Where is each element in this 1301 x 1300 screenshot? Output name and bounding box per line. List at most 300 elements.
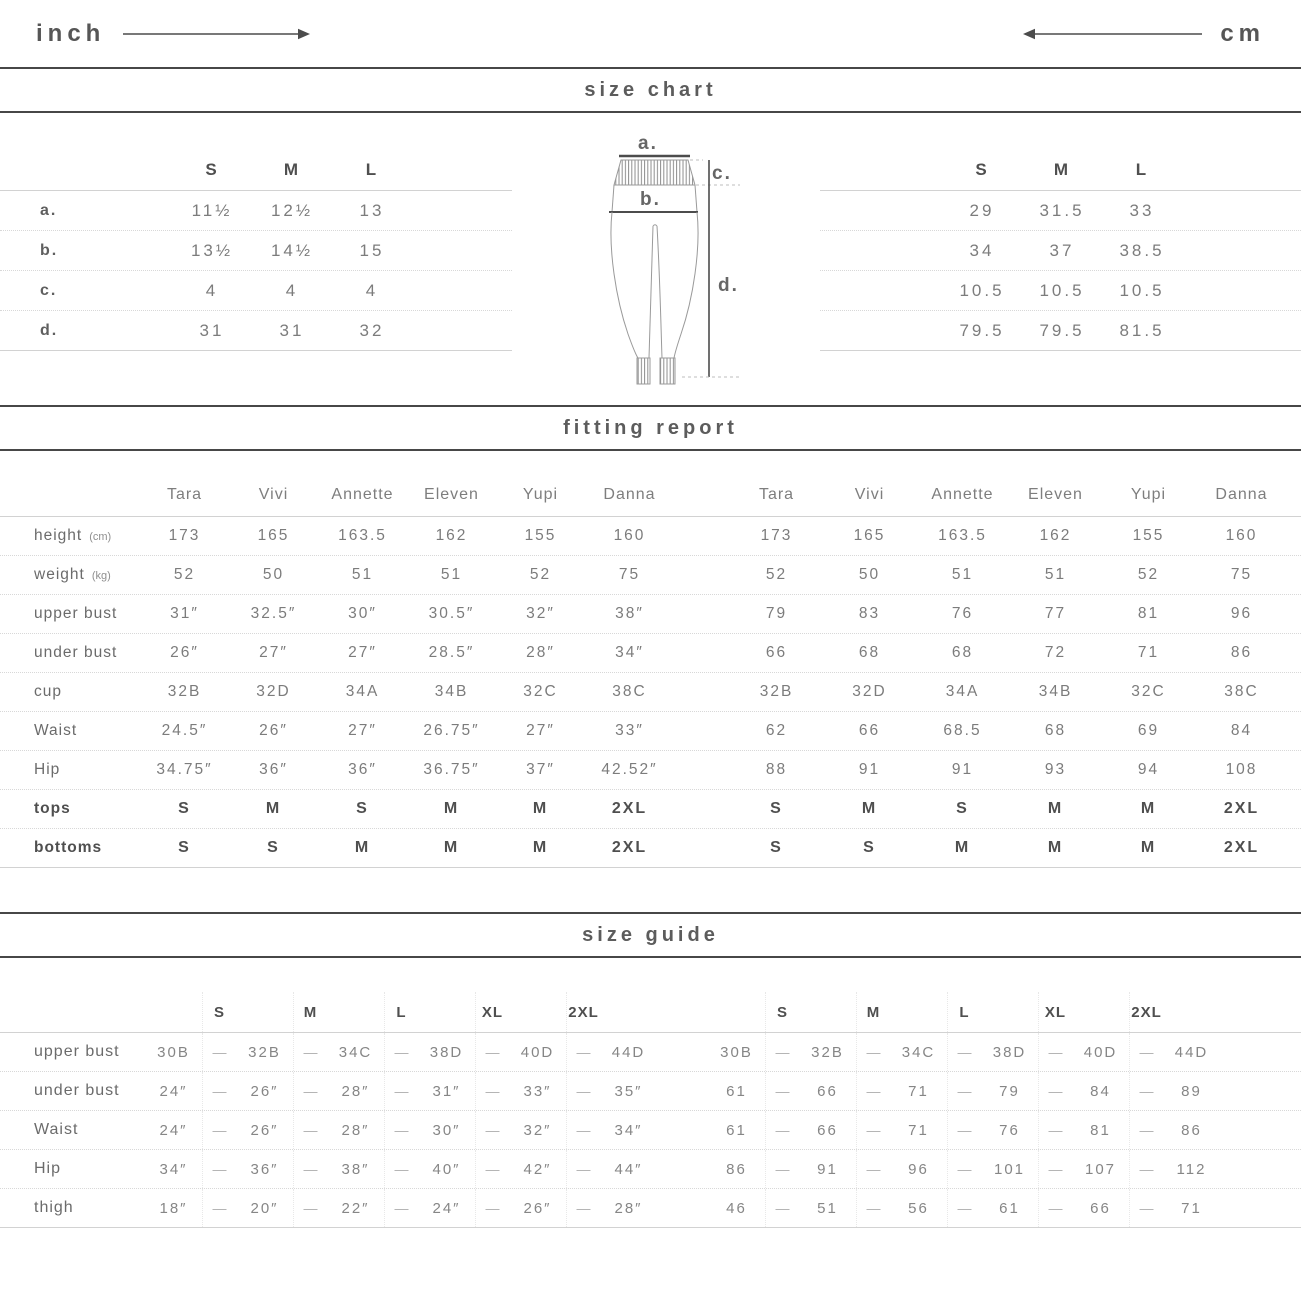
size-guide-value: 32B xyxy=(248,1043,281,1061)
range-dash: — xyxy=(1129,1111,1163,1149)
fitting-value-cm: 2XL xyxy=(1223,800,1260,817)
size-guide-row xyxy=(0,1189,1301,1228)
measure-value: 34 xyxy=(969,240,995,260)
size-guide-value: 71 xyxy=(1181,1199,1202,1217)
fitting-row-label: weight (kg) xyxy=(34,566,111,583)
measure-value: 37 xyxy=(1049,240,1075,260)
fitting-value-inch: 33″ xyxy=(615,722,644,739)
fitting-value-cm: 155 xyxy=(1132,527,1165,544)
fitting-value-cm: 93 xyxy=(1044,761,1067,778)
size-guide-row-label: Hip xyxy=(34,1160,62,1177)
fitting-value-inch: 173 xyxy=(168,527,201,544)
size-guide-row-label: under bust xyxy=(34,1082,120,1099)
fitting-value-inch: 42.52″ xyxy=(601,761,658,778)
fitting-report-title-band xyxy=(0,405,1301,451)
fitting-row xyxy=(0,595,1301,634)
measure-value: 15 xyxy=(359,240,385,260)
range-dash: — xyxy=(202,1072,236,1110)
fitting-row-label: height (cm) xyxy=(34,527,112,544)
size-guide-value: 18″ xyxy=(159,1199,188,1217)
size-guide-title-band xyxy=(0,912,1301,958)
size-chart-row xyxy=(820,271,1301,311)
fitting-value-inch: M xyxy=(443,800,460,817)
size-guide-value: 61 xyxy=(726,1121,747,1139)
size-guide-value: 28″ xyxy=(341,1082,370,1100)
inch-unit-group xyxy=(36,20,311,48)
size-guide-value: 107 xyxy=(1084,1160,1117,1178)
model-name: Danna xyxy=(603,485,656,503)
fitting-row-label: cup xyxy=(34,683,62,700)
measure-value: 10.5 xyxy=(1039,280,1085,300)
size-chart-row xyxy=(0,191,512,231)
range-dash: — xyxy=(293,1111,327,1149)
range-dash: — xyxy=(566,1150,600,1188)
fitting-value-inch: 27″ xyxy=(259,644,288,661)
fitting-value-inch: M xyxy=(354,839,371,856)
fitting-value-inch: 165 xyxy=(257,527,290,544)
fitting-value-cm: 51 xyxy=(1044,566,1067,583)
fitting-value-cm: 69 xyxy=(1137,722,1160,739)
fitting-value-inch: 2XL xyxy=(611,839,648,856)
range-dash: — xyxy=(947,1189,981,1227)
measure-value: 4 xyxy=(205,280,219,300)
range-dash: — xyxy=(765,1033,799,1071)
range-dash: — xyxy=(293,1189,327,1227)
measure-value: 13½ xyxy=(190,240,234,260)
fitting-value-inch: 31″ xyxy=(170,605,199,622)
size-guide-value: 24″ xyxy=(159,1121,188,1139)
size-guide-value: 34″ xyxy=(159,1160,188,1178)
range-dash: — xyxy=(947,1150,981,1188)
size-guide-value: 38″ xyxy=(341,1160,370,1178)
measure-value: 31.5 xyxy=(1039,200,1085,220)
fitting-row-label: under bust xyxy=(34,644,118,661)
size-guide-value: 26″ xyxy=(250,1121,279,1139)
model-name: Tara xyxy=(166,485,203,503)
range-dash: — xyxy=(947,1033,981,1071)
fitting-report-section xyxy=(0,451,1301,868)
size-column-header: M xyxy=(856,992,890,1032)
fitting-value-inch: M xyxy=(265,800,282,817)
range-dash: — xyxy=(384,1111,418,1149)
fitting-value-cm: S xyxy=(956,800,969,817)
fitting-value-inch: 26″ xyxy=(170,644,199,661)
range-dash: — xyxy=(475,1189,509,1227)
range-dash: — xyxy=(765,1189,799,1227)
size-guide-value: 32B xyxy=(811,1043,844,1061)
size-column-header: XL xyxy=(1038,992,1072,1032)
fitting-value-cm: 66 xyxy=(765,644,788,661)
fitting-row xyxy=(0,673,1301,712)
range-dash: — xyxy=(475,1111,509,1149)
fitting-value-cm: 81 xyxy=(1137,605,1160,622)
size-column-header: XL xyxy=(475,992,509,1032)
size-column-header: 2XL xyxy=(1129,992,1163,1032)
fitting-value-cm: 38C xyxy=(1224,683,1259,700)
leggings-diagram xyxy=(586,129,756,393)
range-dash: — xyxy=(1038,1033,1072,1071)
size-guide-row xyxy=(0,1072,1301,1111)
range-dash: — xyxy=(475,1033,509,1071)
fitting-row xyxy=(0,790,1301,829)
size-guide-value: 51 xyxy=(817,1199,838,1217)
size-guide-value: 32″ xyxy=(523,1121,552,1139)
size-header-row xyxy=(820,149,1301,191)
size-chart-table-inch xyxy=(0,149,512,351)
fitting-value-cm: 108 xyxy=(1225,761,1258,778)
fitting-value-cm: S xyxy=(770,800,783,817)
size-column-header: M xyxy=(293,992,327,1032)
fitting-value-inch: 52 xyxy=(173,566,196,583)
fitting-value-cm: 83 xyxy=(858,605,881,622)
size-guide-value: 40D xyxy=(1083,1043,1118,1061)
range-dash: — xyxy=(475,1150,509,1188)
measure-value: 33 xyxy=(1129,200,1155,220)
fitting-value-cm: M xyxy=(954,839,971,856)
fitting-value-inch: 51 xyxy=(440,566,463,583)
measure-value: 79.5 xyxy=(959,320,1005,340)
fitting-row xyxy=(0,829,1301,868)
range-dash: — xyxy=(856,1150,890,1188)
fitting-value-cm: 165 xyxy=(853,527,886,544)
measure-value: 14½ xyxy=(270,240,314,260)
range-dash: — xyxy=(293,1150,327,1188)
fitting-value-inch: 160 xyxy=(613,527,646,544)
model-name: Yupi xyxy=(522,485,559,503)
size-guide-value: 33″ xyxy=(523,1082,552,1100)
fitting-value-cm: S xyxy=(863,839,876,856)
range-dash: — xyxy=(202,1111,236,1149)
fitting-value-inch: 28.5″ xyxy=(428,644,475,661)
size-guide-value: 79 xyxy=(999,1082,1020,1100)
model-name: Tara xyxy=(758,485,795,503)
fitting-value-inch: 51 xyxy=(351,566,374,583)
range-dash: — xyxy=(1129,1072,1163,1110)
fitting-value-inch: 36.75″ xyxy=(423,761,480,778)
fitting-value-cm: 96 xyxy=(1230,605,1253,622)
fitting-value-cm: 68 xyxy=(1044,722,1067,739)
fitting-value-inch: 36″ xyxy=(348,761,377,778)
size-guide-row xyxy=(0,1150,1301,1189)
range-dash: — xyxy=(1038,1111,1072,1149)
fitting-value-cm: 72 xyxy=(1044,644,1067,661)
model-name: Danna xyxy=(1215,485,1268,503)
fitting-value-inch: 32.5″ xyxy=(250,605,297,622)
fitting-value-cm: 76 xyxy=(951,605,974,622)
size-guide-header-row xyxy=(0,992,1301,1033)
fitting-row xyxy=(0,712,1301,751)
size-guide-value: 96 xyxy=(908,1160,929,1178)
size-column-header: L xyxy=(947,992,981,1032)
size-chart-section xyxy=(0,113,1301,405)
size-chart-row xyxy=(0,311,512,351)
fitting-value-inch: 32″ xyxy=(526,605,555,622)
size-guide-value: 22″ xyxy=(341,1199,370,1217)
range-dash: — xyxy=(1038,1072,1072,1110)
size-column-header: L xyxy=(1135,159,1149,179)
size-column-header: S xyxy=(975,159,989,179)
size-guide-value: 40D xyxy=(520,1043,555,1061)
range-dash: — xyxy=(566,1033,600,1071)
fitting-value-inch: 24.5″ xyxy=(161,722,208,739)
range-dash: — xyxy=(856,1189,890,1227)
model-name: Vivi xyxy=(854,485,885,503)
arrow-left-icon xyxy=(1019,27,1204,41)
range-dash: — xyxy=(856,1033,890,1071)
size-guide-row-label: upper bust xyxy=(34,1043,120,1060)
fitting-value-inch: 34″ xyxy=(615,644,644,661)
fitting-value-inch: 30″ xyxy=(348,605,377,622)
fitting-value-cm: 66 xyxy=(858,722,881,739)
size-guide-value: 30″ xyxy=(432,1121,461,1139)
size-chart-row xyxy=(820,311,1301,351)
fitting-value-cm: S xyxy=(770,839,783,856)
fitting-value-inch: 32D xyxy=(256,683,291,700)
fitting-value-inch: 155 xyxy=(524,527,557,544)
section-title-fitting-report: fitting report xyxy=(563,416,738,439)
size-guide-value: 44″ xyxy=(614,1160,643,1178)
range-dash: — xyxy=(384,1150,418,1188)
fitting-value-inch: 52 xyxy=(529,566,552,583)
fitting-value-cm: 50 xyxy=(858,566,881,583)
size-guide-value: 26″ xyxy=(523,1199,552,1217)
measure-value: 31 xyxy=(199,320,225,340)
fitting-value-cm: 88 xyxy=(765,761,788,778)
fitting-row-label: upper bust xyxy=(34,605,118,622)
measure-value: 10.5 xyxy=(1119,280,1165,300)
size-guide-value: 61 xyxy=(999,1199,1020,1217)
size-chart-row xyxy=(820,191,1301,231)
measure-value: 4 xyxy=(365,280,379,300)
measure-letter-label: b. xyxy=(40,241,59,259)
cm-label: cm xyxy=(1220,19,1265,47)
range-dash: — xyxy=(566,1111,600,1149)
size-guide-value: 56 xyxy=(908,1199,929,1217)
unit-label: (cm) xyxy=(89,531,112,543)
size-guide-value: 89 xyxy=(1181,1082,1202,1100)
leggings-illustration xyxy=(586,129,756,393)
size-guide-value: 101 xyxy=(993,1160,1026,1178)
range-dash: — xyxy=(384,1189,418,1227)
model-name: Annette xyxy=(331,485,394,503)
range-dash: — xyxy=(947,1111,981,1149)
fitting-value-inch: 34A xyxy=(345,683,380,700)
fitting-row-label: Waist xyxy=(34,722,78,739)
diagram-label-d: d. xyxy=(718,275,739,296)
fitting-value-inch: 32B xyxy=(167,683,202,700)
fitting-row xyxy=(0,751,1301,790)
measure-letter-label: c. xyxy=(40,281,58,299)
fitting-value-cm: 52 xyxy=(1137,566,1160,583)
model-name: Eleven xyxy=(424,485,479,503)
fitting-value-inch: 36″ xyxy=(259,761,288,778)
fitting-value-cm: 51 xyxy=(951,566,974,583)
size-column-header: 2XL xyxy=(566,992,600,1032)
size-guide-value: 30B xyxy=(720,1043,753,1061)
size-guide-value: 66 xyxy=(817,1082,838,1100)
fitting-row xyxy=(0,517,1301,556)
measure-value: 81.5 xyxy=(1119,320,1165,340)
measure-value: 11½ xyxy=(191,200,233,220)
range-dash: — xyxy=(566,1189,600,1227)
range-dash: — xyxy=(765,1150,799,1188)
fitting-row-label: tops xyxy=(34,800,71,817)
range-dash: — xyxy=(384,1072,418,1110)
measure-letter-label: a. xyxy=(40,201,58,219)
size-guide-value: 34″ xyxy=(614,1121,643,1139)
fitting-value-cm: 77 xyxy=(1044,605,1067,622)
size-guide-value: 61 xyxy=(726,1082,747,1100)
size-guide-value: 71 xyxy=(908,1121,929,1139)
section-title-size-guide: size guide xyxy=(582,923,719,946)
fitting-value-cm: 160 xyxy=(1225,527,1258,544)
measure-value: 29 xyxy=(969,200,995,220)
fitting-value-inch: 75 xyxy=(618,566,641,583)
measure-value: 12½ xyxy=(270,200,314,220)
range-dash: — xyxy=(856,1072,890,1110)
fitting-value-cm: 68.5 xyxy=(943,722,982,739)
fitting-value-inch: 38C xyxy=(612,683,647,700)
size-guide-value: 42″ xyxy=(523,1160,552,1178)
size-guide-value: 20″ xyxy=(250,1199,279,1217)
fitting-value-inch: 32C xyxy=(523,683,558,700)
fitting-value-cm: 68 xyxy=(858,644,881,661)
fitting-value-inch: 163.5 xyxy=(338,527,387,544)
inch-label: inch xyxy=(36,19,106,47)
size-guide-row xyxy=(0,1033,1301,1072)
size-guide-value: 112 xyxy=(1176,1160,1207,1178)
measure-value: 4 xyxy=(285,280,299,300)
fitting-value-cm: 86 xyxy=(1230,644,1253,661)
range-dash: — xyxy=(293,1072,327,1110)
fitting-value-cm: 68 xyxy=(951,644,974,661)
measure-value: 32 xyxy=(359,320,385,340)
fitting-value-inch: S xyxy=(178,800,191,817)
unit-label: (kg) xyxy=(91,570,111,582)
fitting-value-inch: 37″ xyxy=(526,761,555,778)
size-guide-value: 81 xyxy=(1090,1121,1111,1139)
diagram-label-b: b. xyxy=(640,189,661,210)
range-dash: — xyxy=(202,1033,236,1071)
size-guide-value: 40″ xyxy=(432,1160,461,1178)
size-guide-value: 38D xyxy=(429,1043,464,1061)
size-guide-value: 66 xyxy=(1090,1199,1111,1217)
fitting-value-cm: 62 xyxy=(765,722,788,739)
model-name: Vivi xyxy=(258,485,289,503)
diagram-label-a: a. xyxy=(638,133,658,154)
range-dash: — xyxy=(384,1033,418,1071)
fitting-value-cm: 32D xyxy=(852,683,887,700)
fitting-value-cm: 32C xyxy=(1131,683,1166,700)
measure-value: 13 xyxy=(359,200,385,220)
size-guide-value: 84 xyxy=(1090,1082,1111,1100)
size-guide-value: 91 xyxy=(817,1160,838,1178)
fitting-row-label: bottoms xyxy=(34,839,103,856)
fitting-header-row xyxy=(0,473,1301,517)
measure-value: 79.5 xyxy=(1039,320,1085,340)
range-dash: — xyxy=(947,1072,981,1110)
range-dash: — xyxy=(566,1072,600,1110)
range-dash: — xyxy=(1129,1033,1163,1071)
fitting-value-cm: 75 xyxy=(1230,566,1253,583)
fitting-value-cm: 173 xyxy=(760,527,793,544)
size-guide-value: 24″ xyxy=(432,1199,461,1217)
fitting-value-inch: 27″ xyxy=(348,722,377,739)
size-guide-value: 36″ xyxy=(250,1160,279,1178)
fitting-value-inch: M xyxy=(532,839,549,856)
size-header-row xyxy=(0,149,512,191)
size-guide-value: 28″ xyxy=(341,1121,370,1139)
size-chart-table-cm xyxy=(820,149,1301,351)
fitting-value-inch: 38″ xyxy=(615,605,644,622)
range-dash: — xyxy=(765,1111,799,1149)
fitting-value-cm: M xyxy=(1140,839,1157,856)
fitting-value-cm: 94 xyxy=(1137,761,1160,778)
size-column-header: M xyxy=(283,159,301,179)
fitting-value-inch: 30.5″ xyxy=(428,605,475,622)
size-chart-row xyxy=(0,271,512,311)
fitting-value-inch: 34.75″ xyxy=(156,761,213,778)
fitting-value-cm: M xyxy=(1047,800,1064,817)
size-chart-row xyxy=(0,231,512,271)
fitting-value-cm: 162 xyxy=(1039,527,1072,544)
range-dash: — xyxy=(856,1111,890,1149)
size-column-header: S xyxy=(202,992,236,1032)
size-guide-value: 34C xyxy=(338,1043,373,1061)
fitting-value-cm: M xyxy=(1140,800,1157,817)
size-guide-value: 34C xyxy=(901,1043,936,1061)
fitting-value-cm: 84 xyxy=(1230,722,1253,739)
range-dash: — xyxy=(1038,1189,1072,1227)
size-guide-value: 71 xyxy=(908,1082,929,1100)
size-column-header: L xyxy=(365,159,379,179)
model-name: Eleven xyxy=(1028,485,1083,503)
measure-value: 10.5 xyxy=(959,280,1005,300)
range-dash: — xyxy=(475,1072,509,1110)
size-guide-value: 30B xyxy=(157,1043,190,1061)
size-guide-value: 86 xyxy=(1181,1121,1202,1139)
fitting-value-inch: 26.75″ xyxy=(423,722,480,739)
size-guide-value: 24″ xyxy=(159,1082,188,1100)
size-column-header: L xyxy=(384,992,418,1032)
fitting-value-cm: 91 xyxy=(951,761,974,778)
range-dash: — xyxy=(1038,1150,1072,1188)
size-chart-title-band xyxy=(0,67,1301,113)
size-guide-row xyxy=(0,1111,1301,1150)
fitting-value-inch: 28″ xyxy=(526,644,555,661)
fitting-row xyxy=(0,634,1301,673)
measure-letter-label: d. xyxy=(40,321,59,339)
fitting-value-cm: M xyxy=(1047,839,1064,856)
fitting-value-cm: 71 xyxy=(1137,644,1160,661)
fitting-value-inch: 34B xyxy=(434,683,469,700)
cm-unit-group xyxy=(1019,20,1265,48)
fitting-value-cm: 32B xyxy=(759,683,794,700)
size-guide-value: 26″ xyxy=(250,1082,279,1100)
size-chart-row xyxy=(820,231,1301,271)
fitting-value-cm: M xyxy=(861,800,878,817)
size-guide-value: 76 xyxy=(999,1121,1020,1139)
arrow-right-icon xyxy=(121,27,311,41)
fitting-value-inch: 27″ xyxy=(526,722,555,739)
size-column-header: S xyxy=(765,992,799,1032)
fitting-value-cm: 34A xyxy=(945,683,980,700)
fitting-value-cm: 52 xyxy=(765,566,788,583)
size-guide-value: 44D xyxy=(1174,1043,1209,1061)
units-bar xyxy=(0,0,1301,67)
fitting-value-inch: M xyxy=(443,839,460,856)
size-guide-value: 28″ xyxy=(614,1199,643,1217)
